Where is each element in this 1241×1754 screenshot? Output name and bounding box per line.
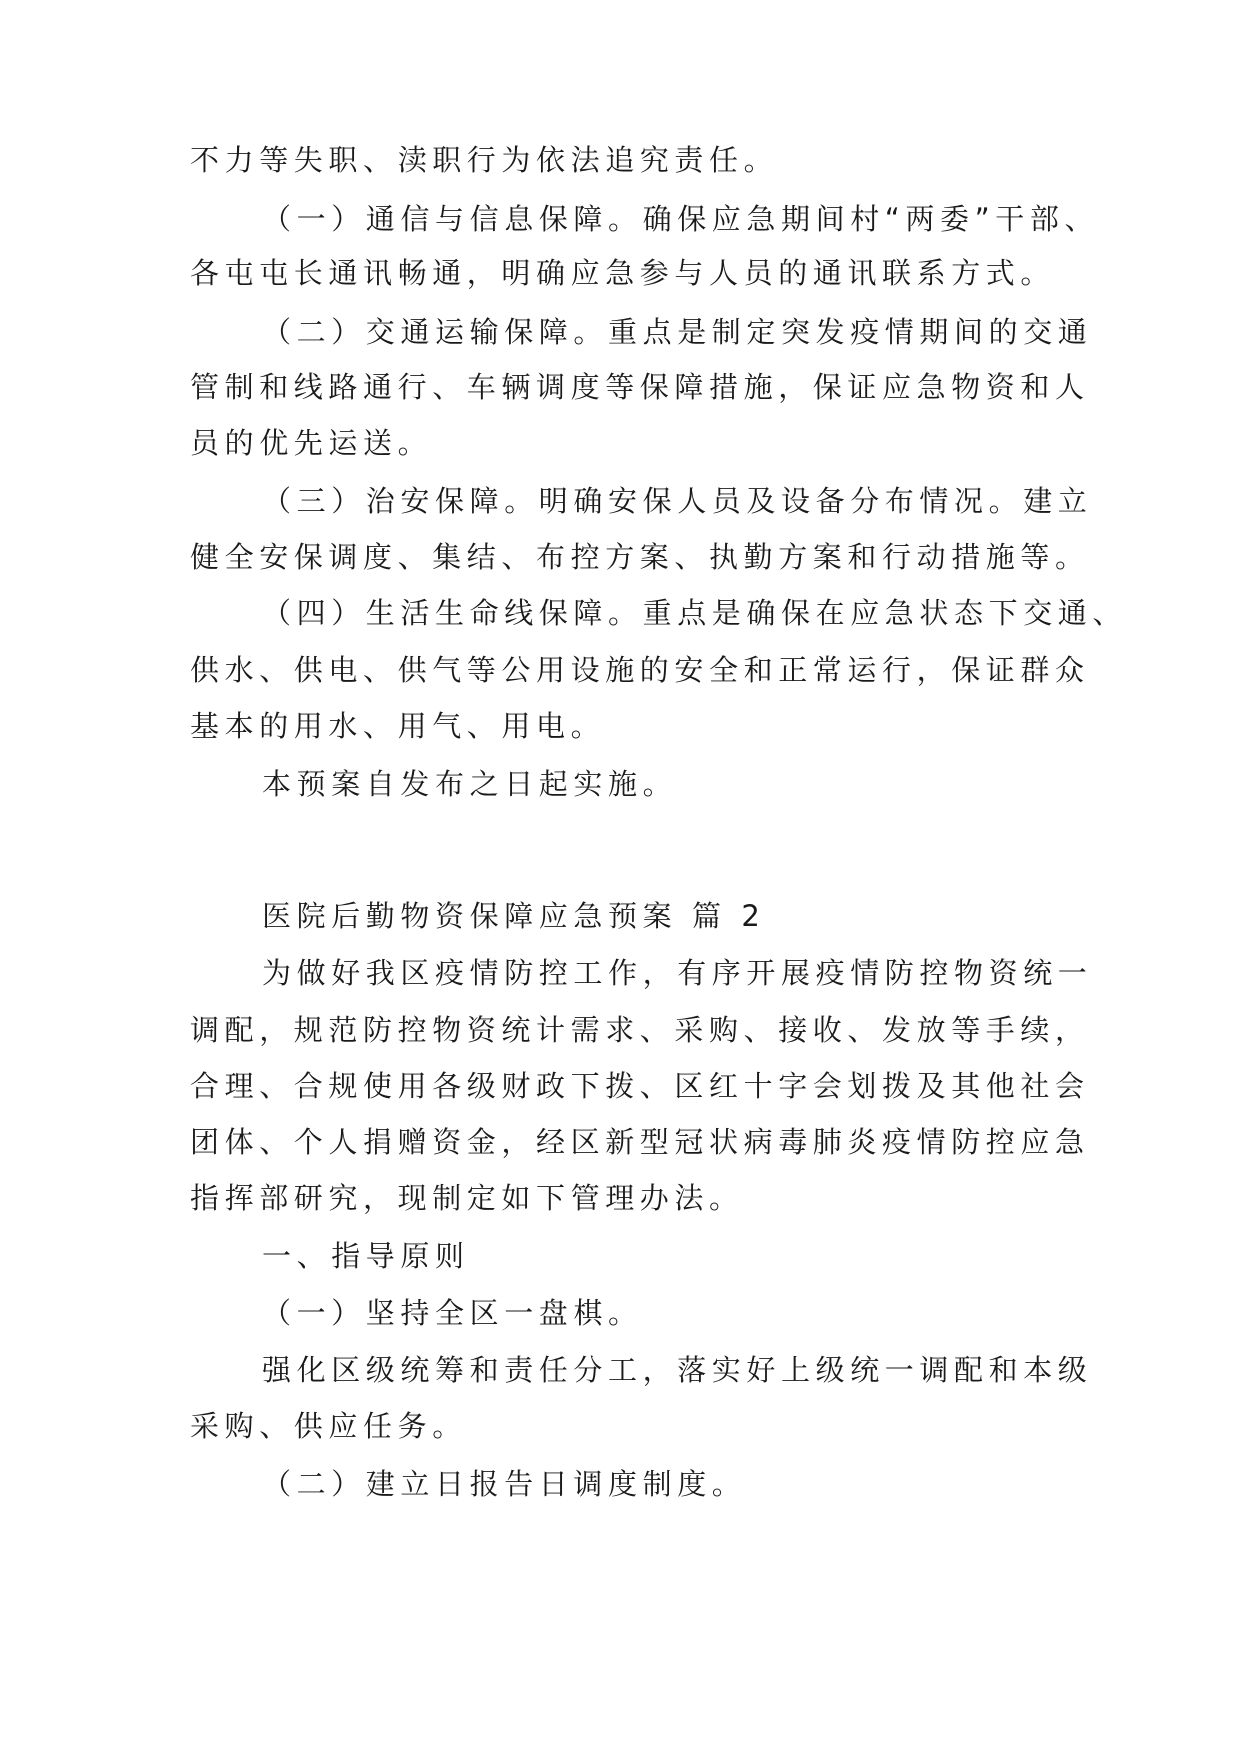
- text-line: 调配，规范防控物资统计需求、采购、接收、发放等手续，: [190, 1013, 1090, 1047]
- text-line: 供水、供电、供气等公用设施的安全和正常运行，保证群众: [190, 653, 1090, 687]
- text-line: 员的优先运送。: [190, 426, 433, 460]
- text-line: 不力等失职、渎职行为依法追究责任。: [190, 143, 779, 177]
- text-line: 采购、供应任务。: [190, 1409, 467, 1443]
- text-line: 团体、个人捐赠资金，经区新型冠状病毒肺炎疫情防控应急: [190, 1125, 1090, 1159]
- text-line: 指挥部研究，现制定如下管理办法。: [190, 1181, 744, 1215]
- text-line: （四）生活生命线保障。重点是确保在应急状态下交通、: [262, 596, 1128, 630]
- text-line: 基本的用水、用气、用电。: [190, 709, 606, 743]
- text-line: 合理、合规使用各级财政下拨、区红十字会划拨及其他社会: [190, 1069, 1090, 1103]
- text-line: （三）治安保障。明确安保人员及设备分布情况。建立: [262, 484, 1093, 518]
- heading: 一、指导原则: [262, 1239, 470, 1273]
- subheading: （二）建立日报告日调度制度。: [262, 1467, 747, 1501]
- text-line: 健全安保调度、集结、布控方案、执勤方案和行动措施等。: [190, 540, 1090, 574]
- text-line: （二）交通运输保障。重点是制定突发疫情期间的交通: [262, 315, 1093, 349]
- text-line: 管制和线路通行、车辆调度等保障措施，保证应急物资和人: [190, 370, 1090, 404]
- text-line: 各屯屯长通讯畅通，明确应急参与人员的通讯联系方式。: [190, 256, 1056, 290]
- section-title: 医院后勤物资保障应急预案 篇 2: [262, 899, 766, 933]
- subheading: （一）坚持全区一盘棋。: [262, 1296, 643, 1330]
- text-line: 为做好我区疫情防控工作，有序开展疫情防控物资统一: [262, 956, 1093, 990]
- text-line: 强化区级统筹和责任分工，落实好上级统一调配和本级: [262, 1353, 1093, 1387]
- text-line: 本预案自发布之日起实施。: [262, 767, 678, 801]
- text-line: （一）通信与信息保障。确保应急期间村“两委”干部、: [262, 202, 1100, 236]
